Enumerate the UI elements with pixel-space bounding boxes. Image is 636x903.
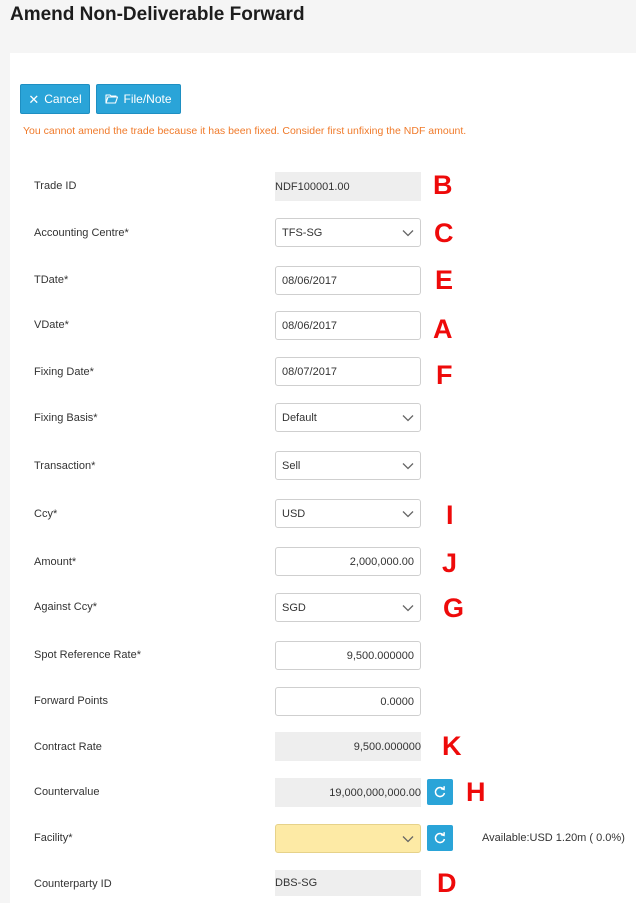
marker-e: E (435, 265, 454, 295)
file-note-button[interactable] (96, 84, 181, 114)
counterparty-id-field: DBS-SG (275, 870, 421, 896)
transaction-select[interactable] (275, 451, 421, 480)
amount-input[interactable]: 2,000,000.00 (275, 547, 421, 576)
tdate-input[interactable]: 08/06/2017 (275, 266, 421, 295)
marker-d: D (437, 868, 457, 898)
fixing-basis-select[interactable] (275, 403, 421, 432)
fixing-basis-value: Default (282, 411, 317, 424)
warning-message: You cannot amend the trade because it has been fixed. Consider first unfixing the NDF amount. (23, 125, 467, 137)
chevron-down-icon (402, 462, 414, 470)
forward-points-label: Forward Points (34, 695, 108, 707)
chevron-down-icon (402, 835, 414, 843)
facility-select[interactable] (275, 824, 421, 853)
facility-refresh-button[interactable] (427, 825, 453, 851)
against-ccy-label: Against Ccy* (34, 601, 97, 613)
against-ccy-value: SGD (282, 601, 306, 614)
marker-i: I (446, 500, 454, 530)
countervalue-label: Countervalue (34, 786, 100, 798)
transaction-value: Sell (282, 459, 301, 472)
trade-id-label: Trade ID (34, 180, 77, 192)
fixing-date-label: Fixing Date* (34, 366, 94, 378)
trade-id-field: NDF100001.00 (275, 172, 421, 201)
transaction-label: Transaction* (34, 460, 96, 472)
marker-j: J (442, 548, 458, 578)
ccy-value: USD (282, 507, 306, 520)
tdate-label: TDate* (34, 274, 69, 286)
fixing-basis-label: Fixing Basis* (34, 412, 98, 424)
vdate-label: VDate* (34, 319, 69, 331)
chevron-down-icon (402, 510, 414, 518)
marker-b: B (433, 170, 453, 200)
close-icon: ✕ (28, 91, 40, 107)
marker-c: C (434, 218, 454, 248)
vdate-input[interactable]: 08/06/2017 (275, 311, 421, 340)
marker-g: G (443, 593, 465, 623)
forward-points-input[interactable]: 0.0000 (275, 687, 421, 716)
file-note-label: File/Note (123, 92, 172, 106)
ccy-select[interactable] (275, 499, 421, 528)
marker-f: F (436, 360, 453, 390)
cancel-label: Cancel (44, 92, 82, 106)
refresh-icon (433, 831, 447, 845)
chevron-down-icon (402, 414, 414, 422)
chevron-down-icon (402, 604, 414, 612)
cancel-button[interactable] (20, 84, 90, 114)
fixing-date-input[interactable]: 08/07/2017 (275, 357, 421, 386)
counterparty-id-label: Counterparty ID (34, 878, 112, 890)
countervalue-refresh-button[interactable] (427, 779, 453, 805)
accounting-centre-select[interactable] (275, 218, 421, 247)
accounting-centre-label: Accounting Centre* (34, 227, 129, 239)
refresh-icon (433, 785, 447, 799)
countervalue-field: 19,000,000,000.00 (275, 778, 421, 807)
chevron-down-icon (402, 229, 414, 237)
marker-k: K (442, 731, 462, 761)
accounting-centre-value: TFS-SG (282, 226, 323, 239)
facility-available-text: Available:USD 1.20m ( 0.0%) (482, 832, 625, 844)
marker-a: A (433, 314, 453, 344)
contract-rate-field: 9,500.000000 (275, 732, 421, 761)
facility-label: Facility* (34, 832, 73, 844)
spot-reference-rate-label: Spot Reference Rate* (34, 649, 142, 661)
folder-open-icon (105, 93, 118, 106)
spot-reference-rate-input[interactable]: 9,500.000000 (275, 641, 421, 670)
page-title: Amend Non-Deliverable Forward (10, 4, 305, 25)
marker-h: H (466, 777, 486, 807)
against-ccy-select[interactable] (275, 593, 421, 622)
contract-rate-label: Contract Rate (34, 741, 102, 753)
amount-label: Amount* (34, 556, 77, 568)
ccy-label: Ccy* (34, 508, 58, 520)
